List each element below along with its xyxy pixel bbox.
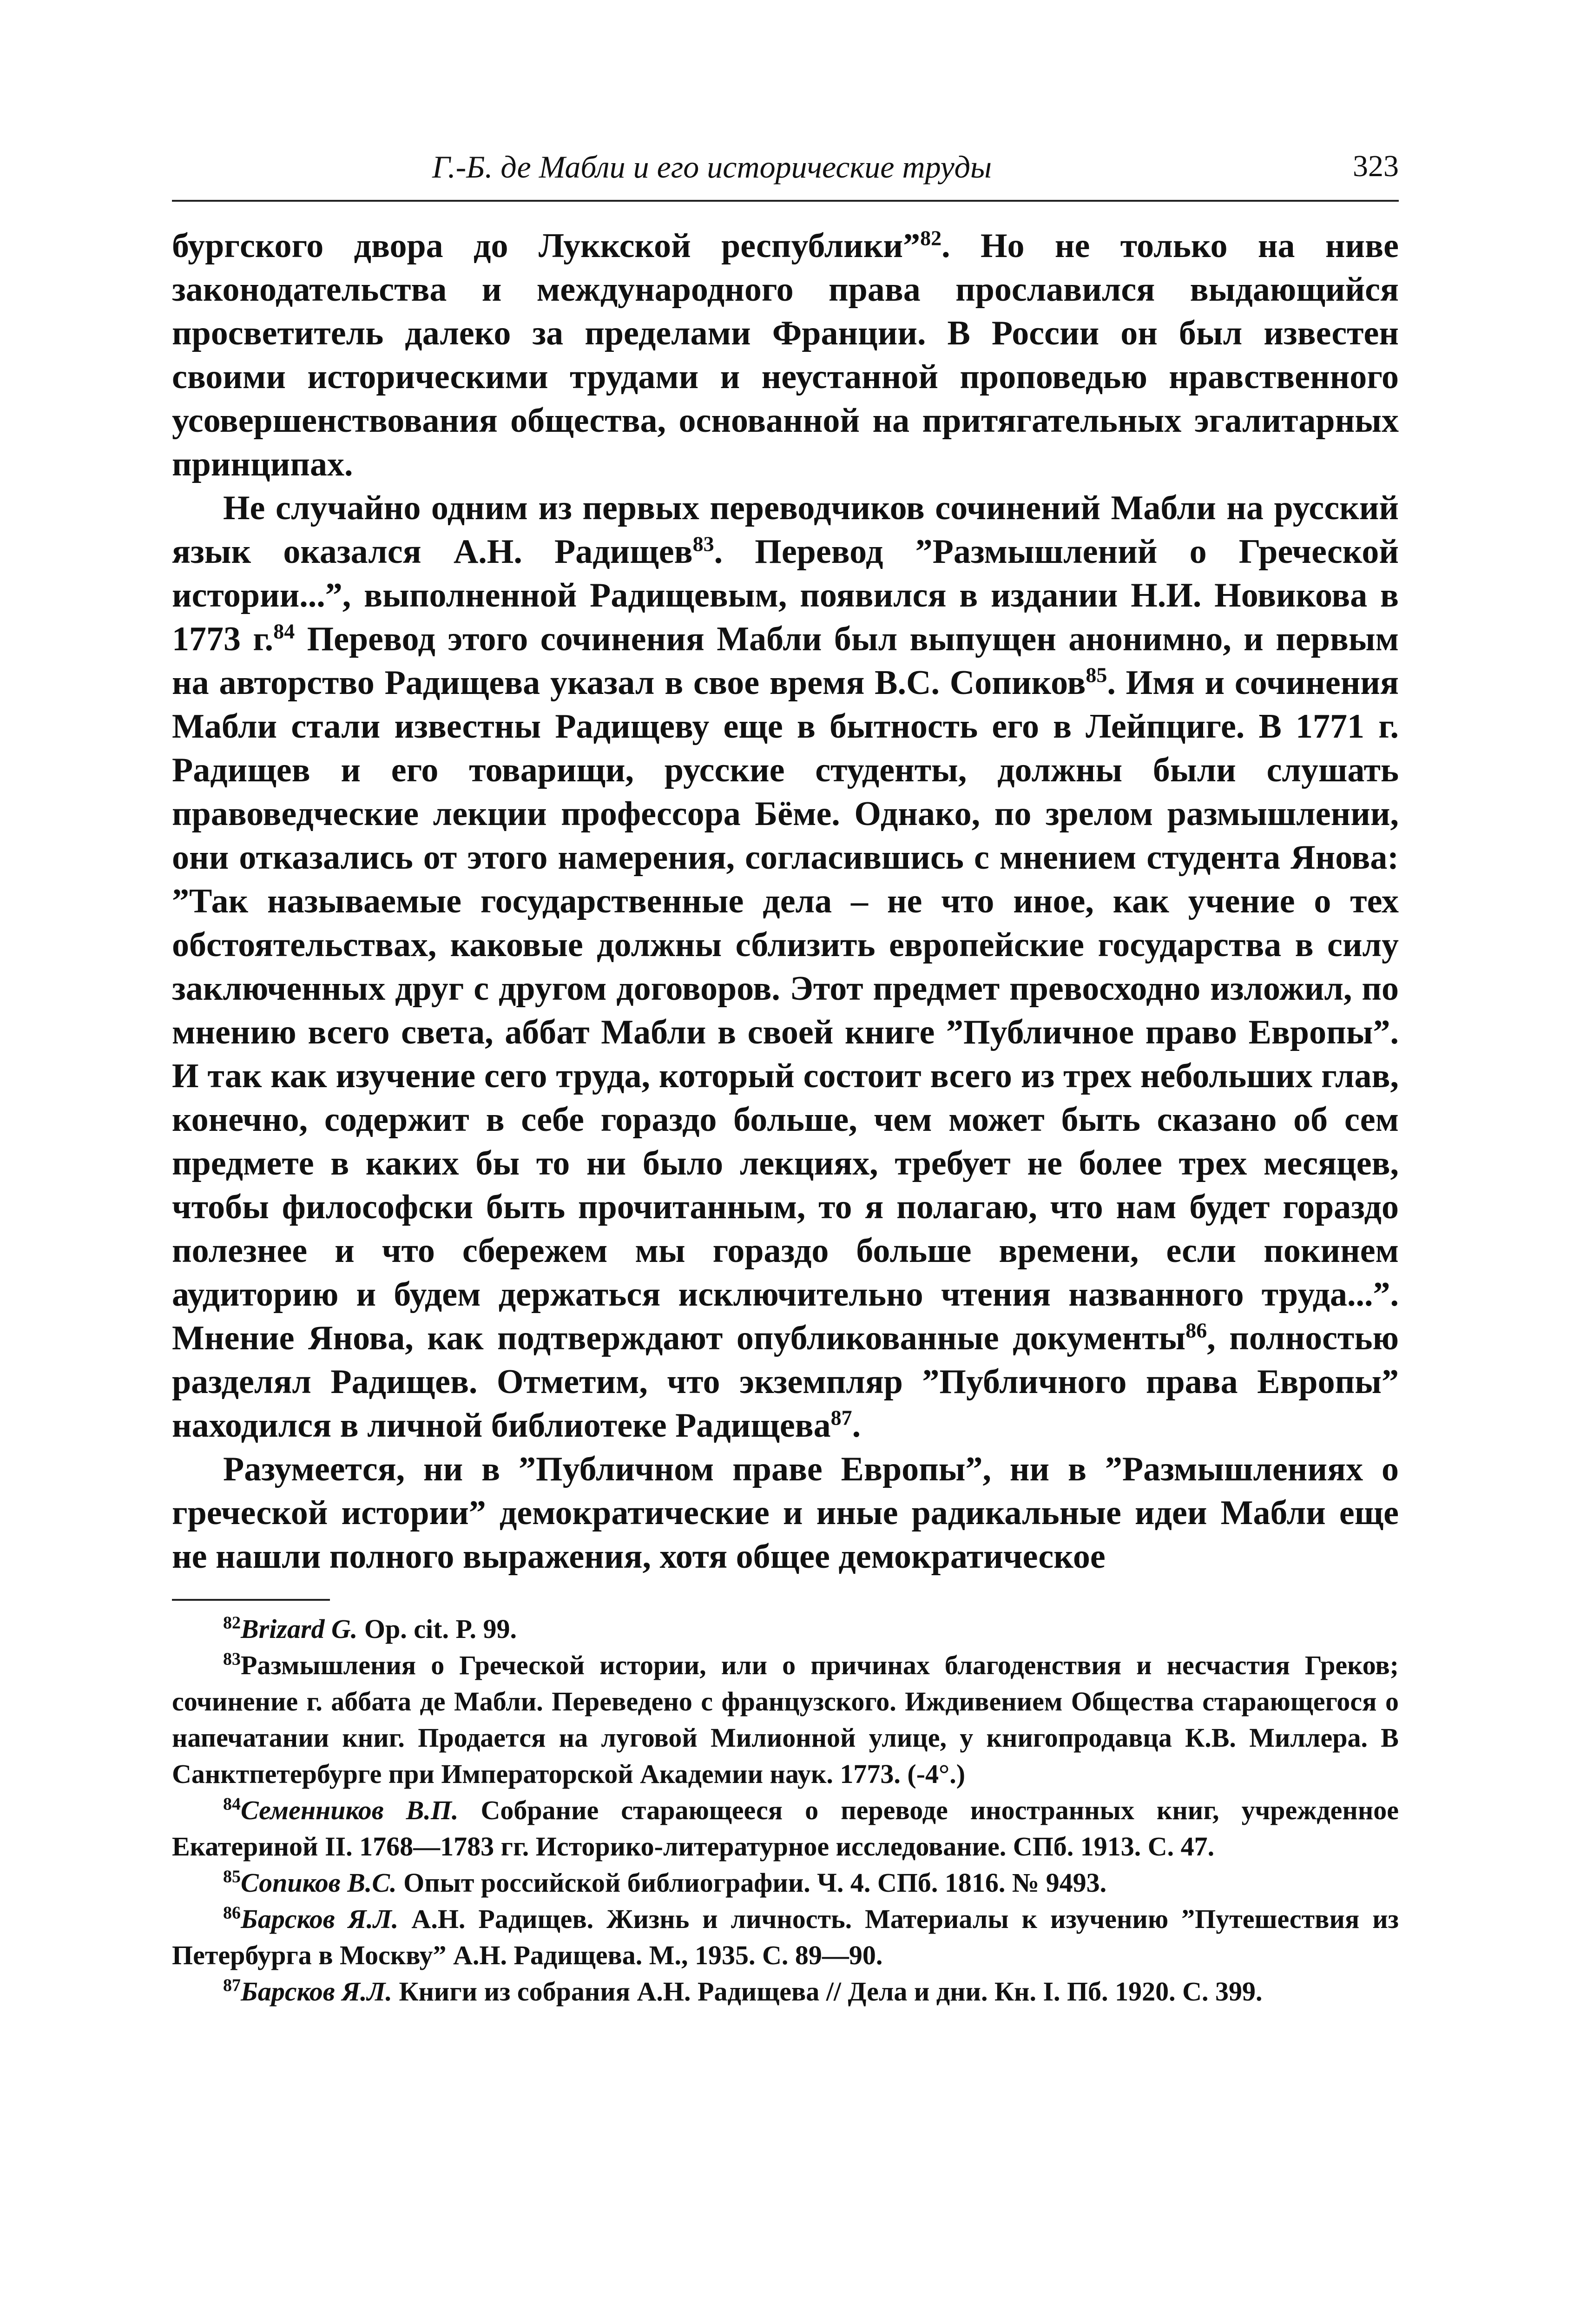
footnote-author: Барсков Я.Л. <box>241 1976 392 2007</box>
body-text <box>172 224 1399 1578</box>
paragraph-text: . Но не только на ниве законодательства и международного права прославился выдающийся просветитель далеко за пределами Франции. В России он был известен своими историческими трудами и неустанной проповедью нравственного усовершенствования общества, основанной на притягательных эгалитарных принципах. <box>172 227 1399 483</box>
footnote-author: Барсков Я.Л. <box>241 1904 399 1934</box>
footnote-ref: 82 <box>920 226 942 250</box>
footnote-author: Семенников В.П. <box>241 1795 459 1825</box>
book-page <box>172 139 1399 2010</box>
footnote-number: 83 <box>223 1649 241 1669</box>
paragraph-2 <box>172 486 1399 1447</box>
footnote-ref: 85 <box>1086 663 1107 687</box>
footnote-number: 84 <box>223 1794 241 1814</box>
footnote-text: Собрание старающееся о переводе иностранных книг, учрежденное Екатериной II. 1768—1783 гг. Историко-литературное исследование. СПб. 1913. С. 47. <box>172 1795 1399 1862</box>
paragraph-3 <box>172 1447 1399 1578</box>
footnote-84 <box>172 1792 1399 1865</box>
footnote-ref: 83 <box>692 532 714 556</box>
footnote-number: 85 <box>223 1867 241 1887</box>
footnote-text: Op. cit. P. 99. <box>357 1614 517 1644</box>
footnote-ref: 84 <box>273 619 295 643</box>
footnote-divider <box>172 1599 330 1601</box>
footnote-author: Сопиков В.С. <box>241 1868 397 1898</box>
paragraph-text: . Перевод ”Размышлений о Греческой истории...”, выполненной Радищевым, появился в издании Н.И. Новикова в 1773 г. <box>172 533 1399 658</box>
footnote-number: 82 <box>223 1613 241 1633</box>
paragraph-text: Перевод этого сочинения Мабли был выпущен анонимно, и первым на авторство Радищева указал в свое время В.С. Сопиков <box>172 620 1399 702</box>
footnote-text: Опыт российской библиографии. Ч. 4. СПб. 1816. № 9493. <box>396 1868 1107 1898</box>
running-title: Г.-Б. де Мабли и его исторические труды <box>432 149 992 185</box>
footnote-text: Книги из собрания А.Н. Радищева // Дела и дни. Кн. I. Пб. 1920. С. 399. <box>392 1976 1263 2007</box>
footnote-ref: 87 <box>830 1406 852 1430</box>
footnote-text: Размышления о Греческой истории, или о причинах благоденствия и несчастия Греков; сочинение г. аббата де Мабли. Переведено с французского. Иждивением Общества старающегося о напечатании книг. Продается на луговой Милионной улице, у книгопродавца К.В. Миллера. В Санктпетербурге при Императорской Академии наук. 1773. (-4°.) <box>172 1650 1399 1789</box>
paragraph-text: Разумеется, ни в ”Публичном праве Европы”, ни в ”Размышлениях о греческой истории” демократические и иные радикальные идеи Мабли еще не нашли полного выражения, хотя общее демократическое <box>172 1450 1399 1576</box>
footnote-86 <box>172 1901 1399 1974</box>
running-header <box>172 139 1399 202</box>
footnote-83 <box>172 1647 1399 1792</box>
paragraph-text: . <box>852 1406 861 1445</box>
page-number: 323 <box>1353 149 1399 183</box>
paragraph-text: бургского двора до Луккской республики” <box>172 227 921 265</box>
footnote-number: 86 <box>223 1903 241 1923</box>
footnote-85 <box>172 1865 1399 1901</box>
footnote-ref: 86 <box>1185 1318 1207 1342</box>
footnote-author: Brizard G. <box>241 1614 358 1644</box>
footnote-82 <box>172 1611 1399 1647</box>
footnote-text: А.Н. Радищев. Жизнь и личность. Материалы к изучению ”Путешествия из Петербурга в Москву” А.Н. Радищева. М., 1935. С. 89—90. <box>172 1904 1399 1970</box>
paragraph-1 <box>172 224 1399 486</box>
paragraph-text: . Имя и сочинения Мабли стали известны Радищеву еще в бытность его в Лейпциге. В 1771 г. Радищев и его товарищи, русские студенты, должны были слушать правоведческие лекции профессора Бёме. Однако, по зрелом размышлении, они отказались от этого намерения, согласившись с мнением студента Янова: ”Так называемые государственные дела – не что иное, как учение о тех обстоятельствах, каковые должны сблизить европейские государства в силу заключенных друг с другом договоров. Этот предмет превосходно изложил, по мнению всего света, аббат Мабли в своей книге ”Публичное право Европы”. И так как изучение сего труда, который состоит всего из трех небольших глав, конечно, содержит в себе гораздо больше, чем может быть сказано об сем предмете в каких бы то ни было лекциях, требует не более трех месяцев, чтобы философски быть прочитанным, то я полагаю, что нам будет гораздо полезнее и что сбережем мы гораздо больше времени, если покинем аудиторию и будем держаться исключительно чтения названного труда...”. Мнение Янова, как подтверждают опубликованные документы <box>172 664 1399 1357</box>
paragraph-text: Не случайно одним из первых переводчиков сочинений Мабли на русский язык оказался А.Н. Радищев <box>172 489 1399 571</box>
footnote-87 <box>172 1974 1399 2010</box>
footnotes <box>172 1611 1399 2010</box>
paragraph-text: , полностью разделял Радищев. Отметим, что экземпляр ”Публичного права Европы” находился в личной библиотеке Радищева <box>172 1319 1399 1445</box>
footnote-number: 87 <box>223 1975 241 1995</box>
